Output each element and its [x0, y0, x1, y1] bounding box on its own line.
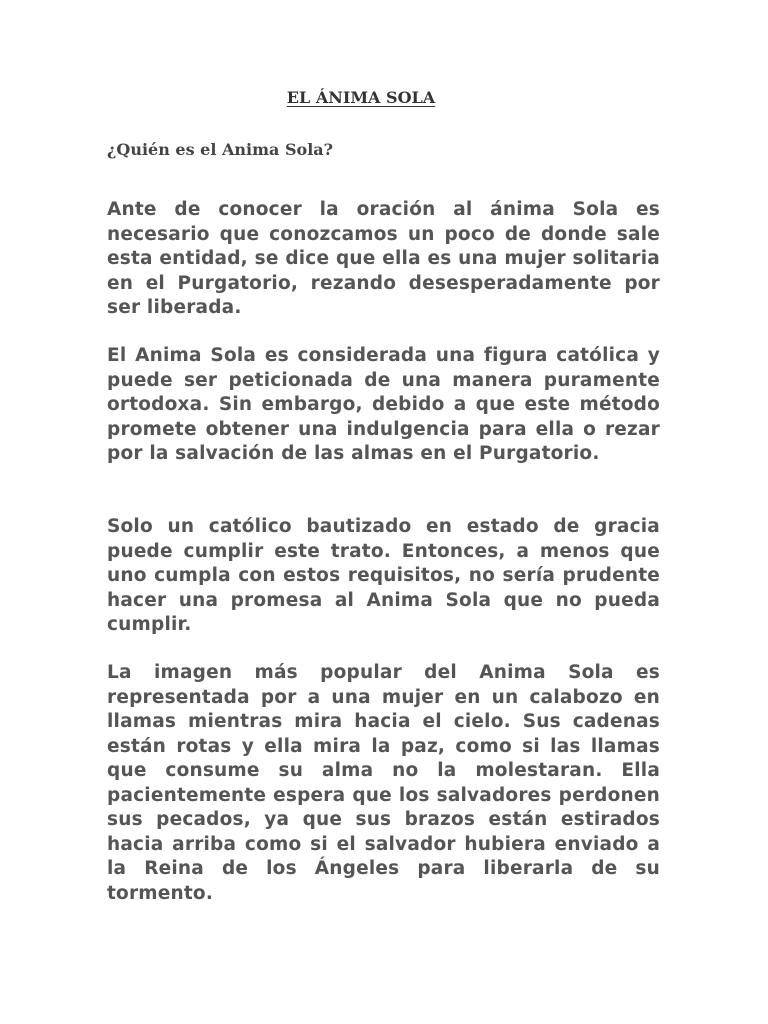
- paragraph-3: Solo un católico bautizado en estado de gracia puede cumplir este trato. Entonces, a menos que uno cumpla con estos requisitos, no sería prudente hacer una promesa al Anima Sola que no pueda cumplir.: [107, 516, 660, 635]
- paragraph-4: La imagen más popular del Anima Sola es representada por a una mujer en un calabozo en llamas mientras mira hacia el cielo. Sus cadenas están rotas y ella mira la paz, como si las llamas que consume su alma no la molestaran. Ella pacientemente espera que los salvadores perdonen sus pecados, ya que sus brazos están estirados hacia arriba como si el salvador hubiera enviado a la Reina de los Ángeles para liberarla de su tormento.: [107, 662, 660, 904]
- document-title: EL ÁNIMA SOLA: [286, 88, 436, 107]
- paragraph-2: El Anima Sola es considerada una figura católica y puede ser peticionada de una manera puramente ortodoxa. Sin embargo, debido a que este método promete obtener una indulgencia para ella o rezar por la salvación de las almas en el Purgatorio.: [107, 345, 660, 464]
- document-subtitle: ¿Quién es el Anima Sola?: [107, 140, 334, 159]
- paragraph-1: Ante de conocer la oración al ánima Sola es necesario que conozcamos un poco de donde sale esta entidad, se dice que ella es una mujer solitaria en el Purgatorio, rezando desesperadamente por ser liberada.: [107, 199, 660, 318]
